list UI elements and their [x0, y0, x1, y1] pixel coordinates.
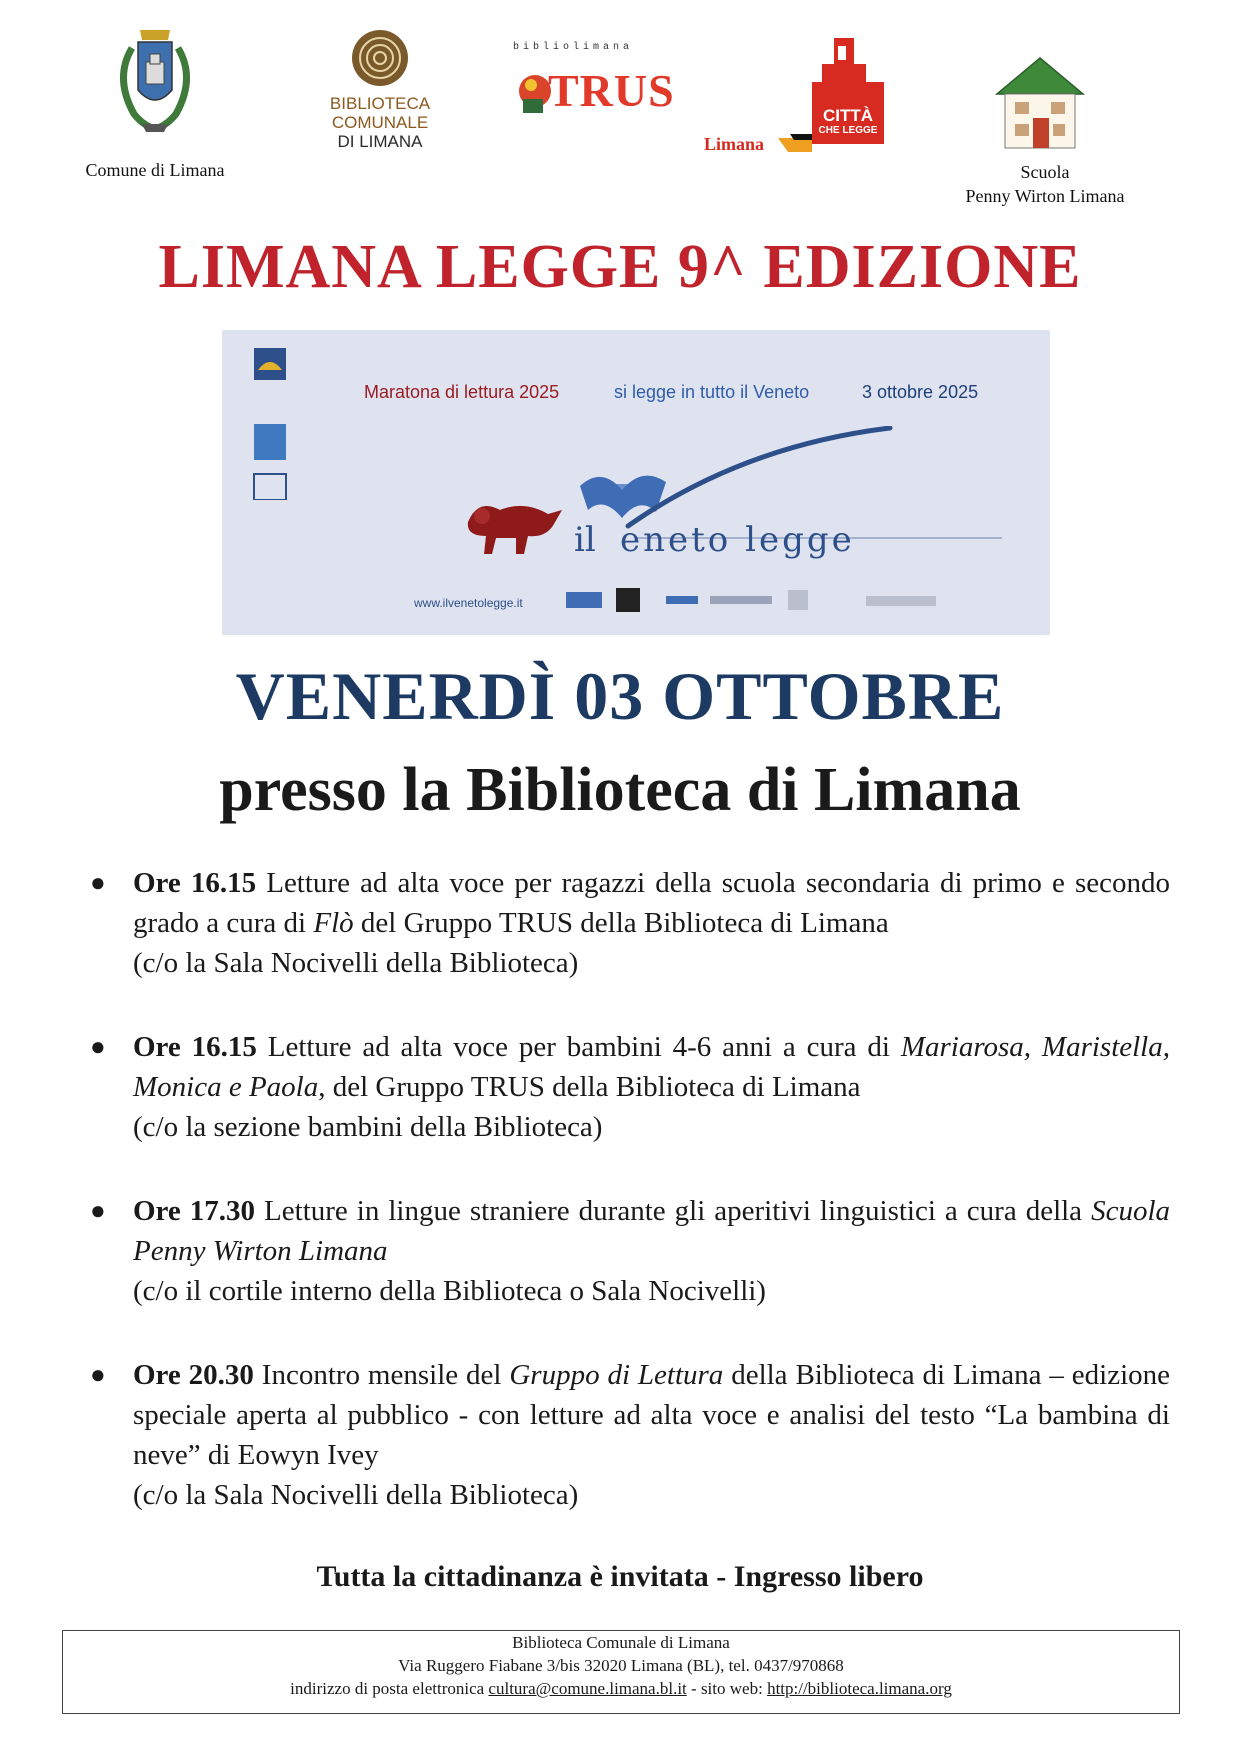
veneto-legge-banner [222, 330, 1050, 635]
event-description: Incontro mensile del [253, 1359, 510, 1391]
penny-caption-line-2: Penny Wirton Limana [965, 186, 1125, 206]
footer-address: Via Ruggero Fiabane 3/bis 32020 Limana (BL), tel. 0437/970868 [398, 1656, 844, 1675]
banner-text-marathon: Maratona di lettura 2025 [364, 382, 560, 402]
event-list [90, 863, 1170, 1559]
event-venue-heading: presso la Biblioteca di Limana [219, 756, 1021, 824]
event-item [90, 1355, 1170, 1515]
event-item [90, 863, 1170, 983]
citta-che-legge-logo [700, 34, 890, 158]
banner-text-date: 3 ottobre 2025 [862, 382, 979, 402]
event-curator: Scuola Penny Wirton Limana [133, 1195, 1171, 1267]
comune-coat-of-arms-logo [112, 28, 198, 138]
event-location: (c/o la Sala Nocivelli della Biblioteca) [133, 1479, 579, 1511]
footer-contacts [63, 1677, 1179, 1700]
footer-library-name: Biblioteca Comunale di Limana [512, 1633, 730, 1652]
biblioteca-logo-line-3: DI LIMANA [337, 132, 423, 151]
bullet-icon: ● [90, 1360, 106, 1389]
footer-web-link[interactable]: http://biblioteca.limana.org [767, 1679, 952, 1698]
bullet-icon: ● [90, 868, 106, 897]
main-title: LIMANA LEGGE 9^ EDIZIONE [158, 233, 1082, 301]
bullet-icon: ● [90, 1032, 106, 1061]
event-curator: Mariarosa, Maristella, Monica e Paola [133, 1031, 1170, 1103]
partner-logos [566, 586, 986, 616]
event-time: Ore 20.30 [133, 1359, 254, 1391]
event-curator: Gruppo di Lettura [509, 1359, 724, 1391]
event-location: (c/o la sezione bambini della Biblioteca) [133, 1111, 603, 1143]
biblioteca-comunale-logo [325, 28, 435, 158]
event-location: (c/o il cortile interno della Biblioteca o Sala Nocivelli) [133, 1275, 766, 1307]
citta-badge-line-2: CHE LEGGE [818, 125, 878, 136]
event-description-tail: del Gruppo TRUS della Biblioteca di Limana [353, 907, 889, 939]
banner-side-logos [244, 340, 296, 500]
event-description: Letture in lingue straniere durante gli aperitivi linguistici a cura della [255, 1195, 1092, 1227]
event-time: Ore 16.15 [133, 867, 257, 899]
invite-line: Tutta la cittadinanza è invitata - Ingresso libero [316, 1560, 924, 1593]
bullet-icon: ● [90, 1196, 106, 1225]
biblioteca-logo-line-2: COMUNALE [331, 113, 429, 132]
footer-email-label: indirizzo di posta elettronica [290, 1679, 489, 1698]
lion-icon [458, 492, 568, 562]
event-date-heading: VENERDÌ 03 OTTOBRE [235, 658, 1005, 734]
comune-caption: Comune di Limana [85, 160, 225, 180]
event-time: Ore 16.15 [133, 1031, 257, 1063]
event-description: Letture ad alta voce per bambini 4-6 anni a cura di [256, 1031, 901, 1063]
event-time: Ore 17.30 [133, 1195, 256, 1227]
banner-text-veneto: si legge in tutto il Veneto [614, 382, 810, 402]
citta-town-label: Limana [704, 134, 765, 154]
penny-wirton-school-logo [993, 54, 1087, 150]
event-description: Letture ad alta voce per ragazzi della scuola secondaria di primo e secondo grado a cura di [133, 867, 1170, 939]
footer-email-link[interactable]: cultura@comune.limana.bl.it [488, 1679, 687, 1698]
event-description-tail: della Biblioteca di Limana – edizione speciale aperta al pubblico - con letture ad alta voce e analisi del testo “La bambina di neve” di Eowyn Ivey [133, 1359, 1171, 1471]
banner-website: www.ilvenetolegge.it [414, 596, 523, 610]
event-description-tail: , del Gruppo TRUS della Biblioteca di Limana [318, 1071, 861, 1103]
citta-badge-line-1: CITTÀ [822, 106, 874, 125]
trus-top-text: bibliolimana [512, 42, 633, 53]
event-curator: Flò [313, 907, 354, 939]
veneto-legge-brand: eneto legge [620, 520, 855, 560]
event-item [90, 1027, 1170, 1147]
footer-box [62, 1630, 1180, 1714]
biblioteca-logo-line-1: BIBLIOTECA [329, 94, 431, 113]
penny-caption-line-1: Scuola [1020, 162, 1070, 182]
veneto-legge-prefix: il [574, 520, 596, 560]
penny-wirton-caption [950, 160, 1140, 208]
trus-brand: TRUS [548, 65, 675, 116]
event-location: (c/o la Sala Nocivelli della Biblioteca) [133, 947, 579, 979]
event-item [90, 1191, 1170, 1311]
trus-logo [510, 42, 675, 142]
footer-web-label: - sito web: [686, 1679, 768, 1698]
